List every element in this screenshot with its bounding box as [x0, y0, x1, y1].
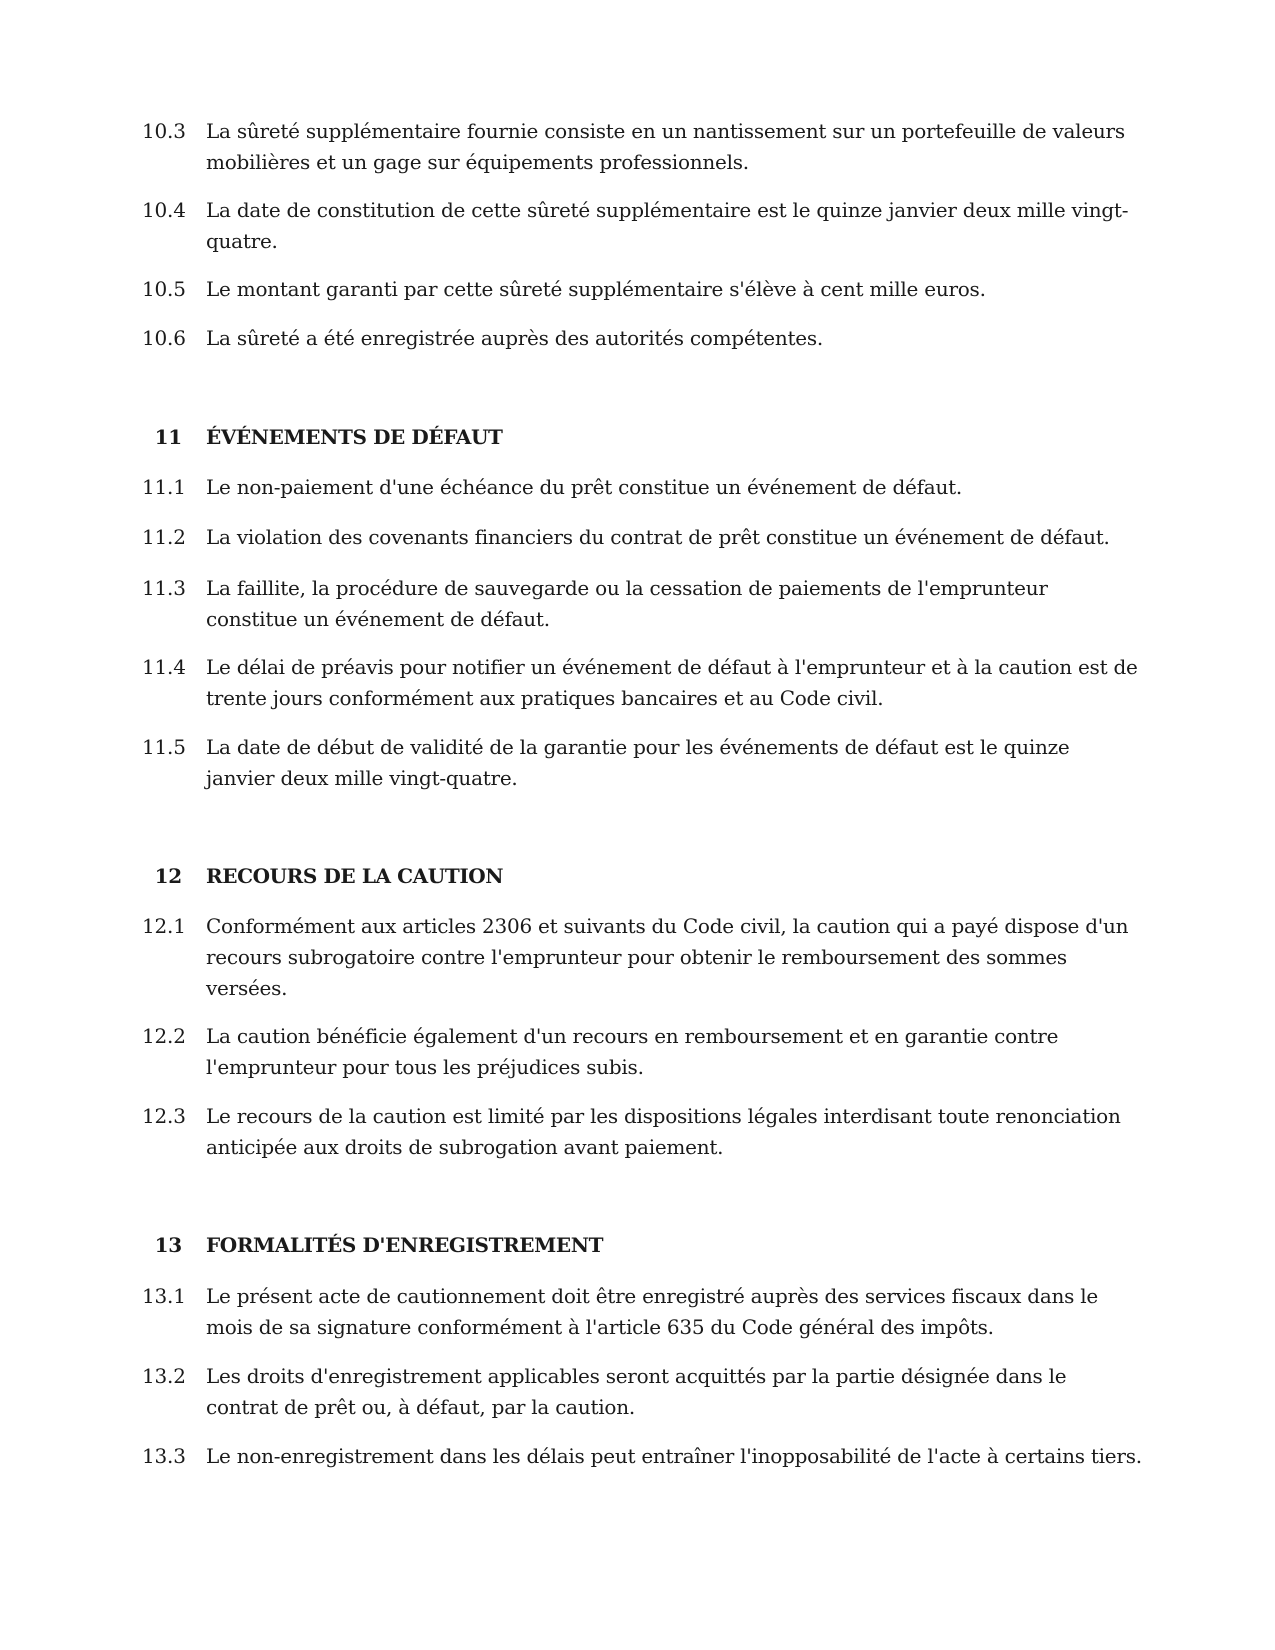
clause-number: 11.3	[142, 576, 186, 600]
section-number: 13	[154, 1233, 182, 1257]
clause-13-1	[142, 1281, 1142, 1343]
section-title: FORMALITÉS D'ENREGISTREMENT	[206, 1233, 604, 1257]
clause-number: 10.3	[142, 119, 186, 143]
clause-number: 11.5	[142, 735, 186, 759]
section-number: 11	[154, 425, 182, 449]
clause-text: La date de début de validité de la garantie pour les événements de défaut est le quinze janvier deux mille vingt-quatre.	[206, 735, 1070, 790]
clause-text: Conformément aux articles 2306 et suivants du Code civil, la caution qui a payé dispose d'un recours subrogatoire contre l'emprunteur pour obtenir le remboursement des sommes versées.	[206, 914, 1129, 1000]
clause-text: La date de constitution de cette sûreté supplémentaire est le quinze janvier deux mille vingt-quatre.	[206, 198, 1129, 253]
clause-text: Le non-enregistrement dans les délais peut entraîner l'inopposabilité de l'acte à certains tiers.	[206, 1444, 1142, 1468]
clause-text: Le délai de préavis pour notifier un événement de défaut à l'emprunteur et à la caution est de trente jours conformément aux pratiques bancaires et au Code civil.	[206, 655, 1138, 710]
clause-number: 12.2	[142, 1024, 186, 1048]
clause-text: Le non-paiement d'une échéance du prêt constitue un événement de défaut.	[206, 475, 962, 499]
section-heading-12	[142, 861, 1142, 892]
clause-number: 13.3	[142, 1444, 186, 1468]
section-title: ÉVÉNEMENTS DE DÉFAUT	[206, 425, 503, 449]
clause-number: 10.4	[142, 198, 186, 222]
clause-11-2	[142, 522, 1142, 553]
section-heading-13	[142, 1230, 1142, 1261]
clause-number: 13.1	[142, 1284, 186, 1308]
clause-13-2	[142, 1361, 1142, 1423]
clause-12-3	[142, 1101, 1142, 1163]
clause-number: 11.2	[142, 525, 186, 549]
clause-number: 12.3	[142, 1104, 186, 1128]
clause-number: 10.5	[142, 277, 186, 301]
clause-10-5	[142, 274, 1142, 305]
clause-12-1	[142, 911, 1142, 1004]
clause-11-3	[142, 573, 1142, 635]
clause-text: Le montant garanti par cette sûreté supplémentaire s'élève à cent mille euros.	[206, 277, 986, 301]
section-heading-11	[142, 422, 1142, 453]
clause-text: La caution bénéficie également d'un recours en remboursement et en garantie contre l'emprunteur pour tous les préjudices subis.	[206, 1024, 1059, 1079]
clause-number: 12.1	[142, 914, 186, 938]
clause-number: 11.4	[142, 655, 186, 679]
clause-text: La sûreté a été enregistrée auprès des autorités compétentes.	[206, 326, 823, 350]
clause-text: La violation des covenants financiers du contrat de prêt constitue un événement de défaut.	[206, 525, 1110, 549]
clause-10-6	[142, 323, 1142, 354]
clause-10-3	[142, 116, 1142, 178]
clause-11-4	[142, 652, 1142, 714]
section-title: RECOURS DE LA CAUTION	[206, 864, 504, 888]
clause-12-2	[142, 1021, 1142, 1083]
clause-13-3	[142, 1441, 1142, 1472]
clause-10-4	[142, 195, 1142, 257]
clause-text: Le présent acte de cautionnement doit être enregistré auprès des services fiscaux dans le mois de sa signature conformément à l'article 635 du Code général des impôts.	[206, 1284, 1098, 1339]
clause-11-5	[142, 732, 1142, 794]
section-number: 12	[154, 864, 182, 888]
clause-number: 11.1	[142, 475, 186, 499]
clause-text: Les droits d'enregistrement applicables seront acquittés par la partie désignée dans le contrat de prêt ou, à défaut, par la caution.	[206, 1364, 1067, 1419]
clause-text: La sûreté supplémentaire fournie consiste en un nantissement sur un portefeuille de valeurs mobilières et un gage sur équipements professionnels.	[206, 119, 1125, 174]
clause-11-1	[142, 472, 1142, 503]
clause-number: 10.6	[142, 326, 186, 350]
clause-text: La faillite, la procédure de sauvegarde ou la cessation de paiements de l'emprunteur constitue un événement de défaut.	[206, 576, 1048, 631]
clause-text: Le recours de la caution est limité par les dispositions légales interdisant toute renonciation anticipée aux droits de subrogation avant paiement.	[206, 1104, 1121, 1159]
clause-number: 13.2	[142, 1364, 186, 1388]
